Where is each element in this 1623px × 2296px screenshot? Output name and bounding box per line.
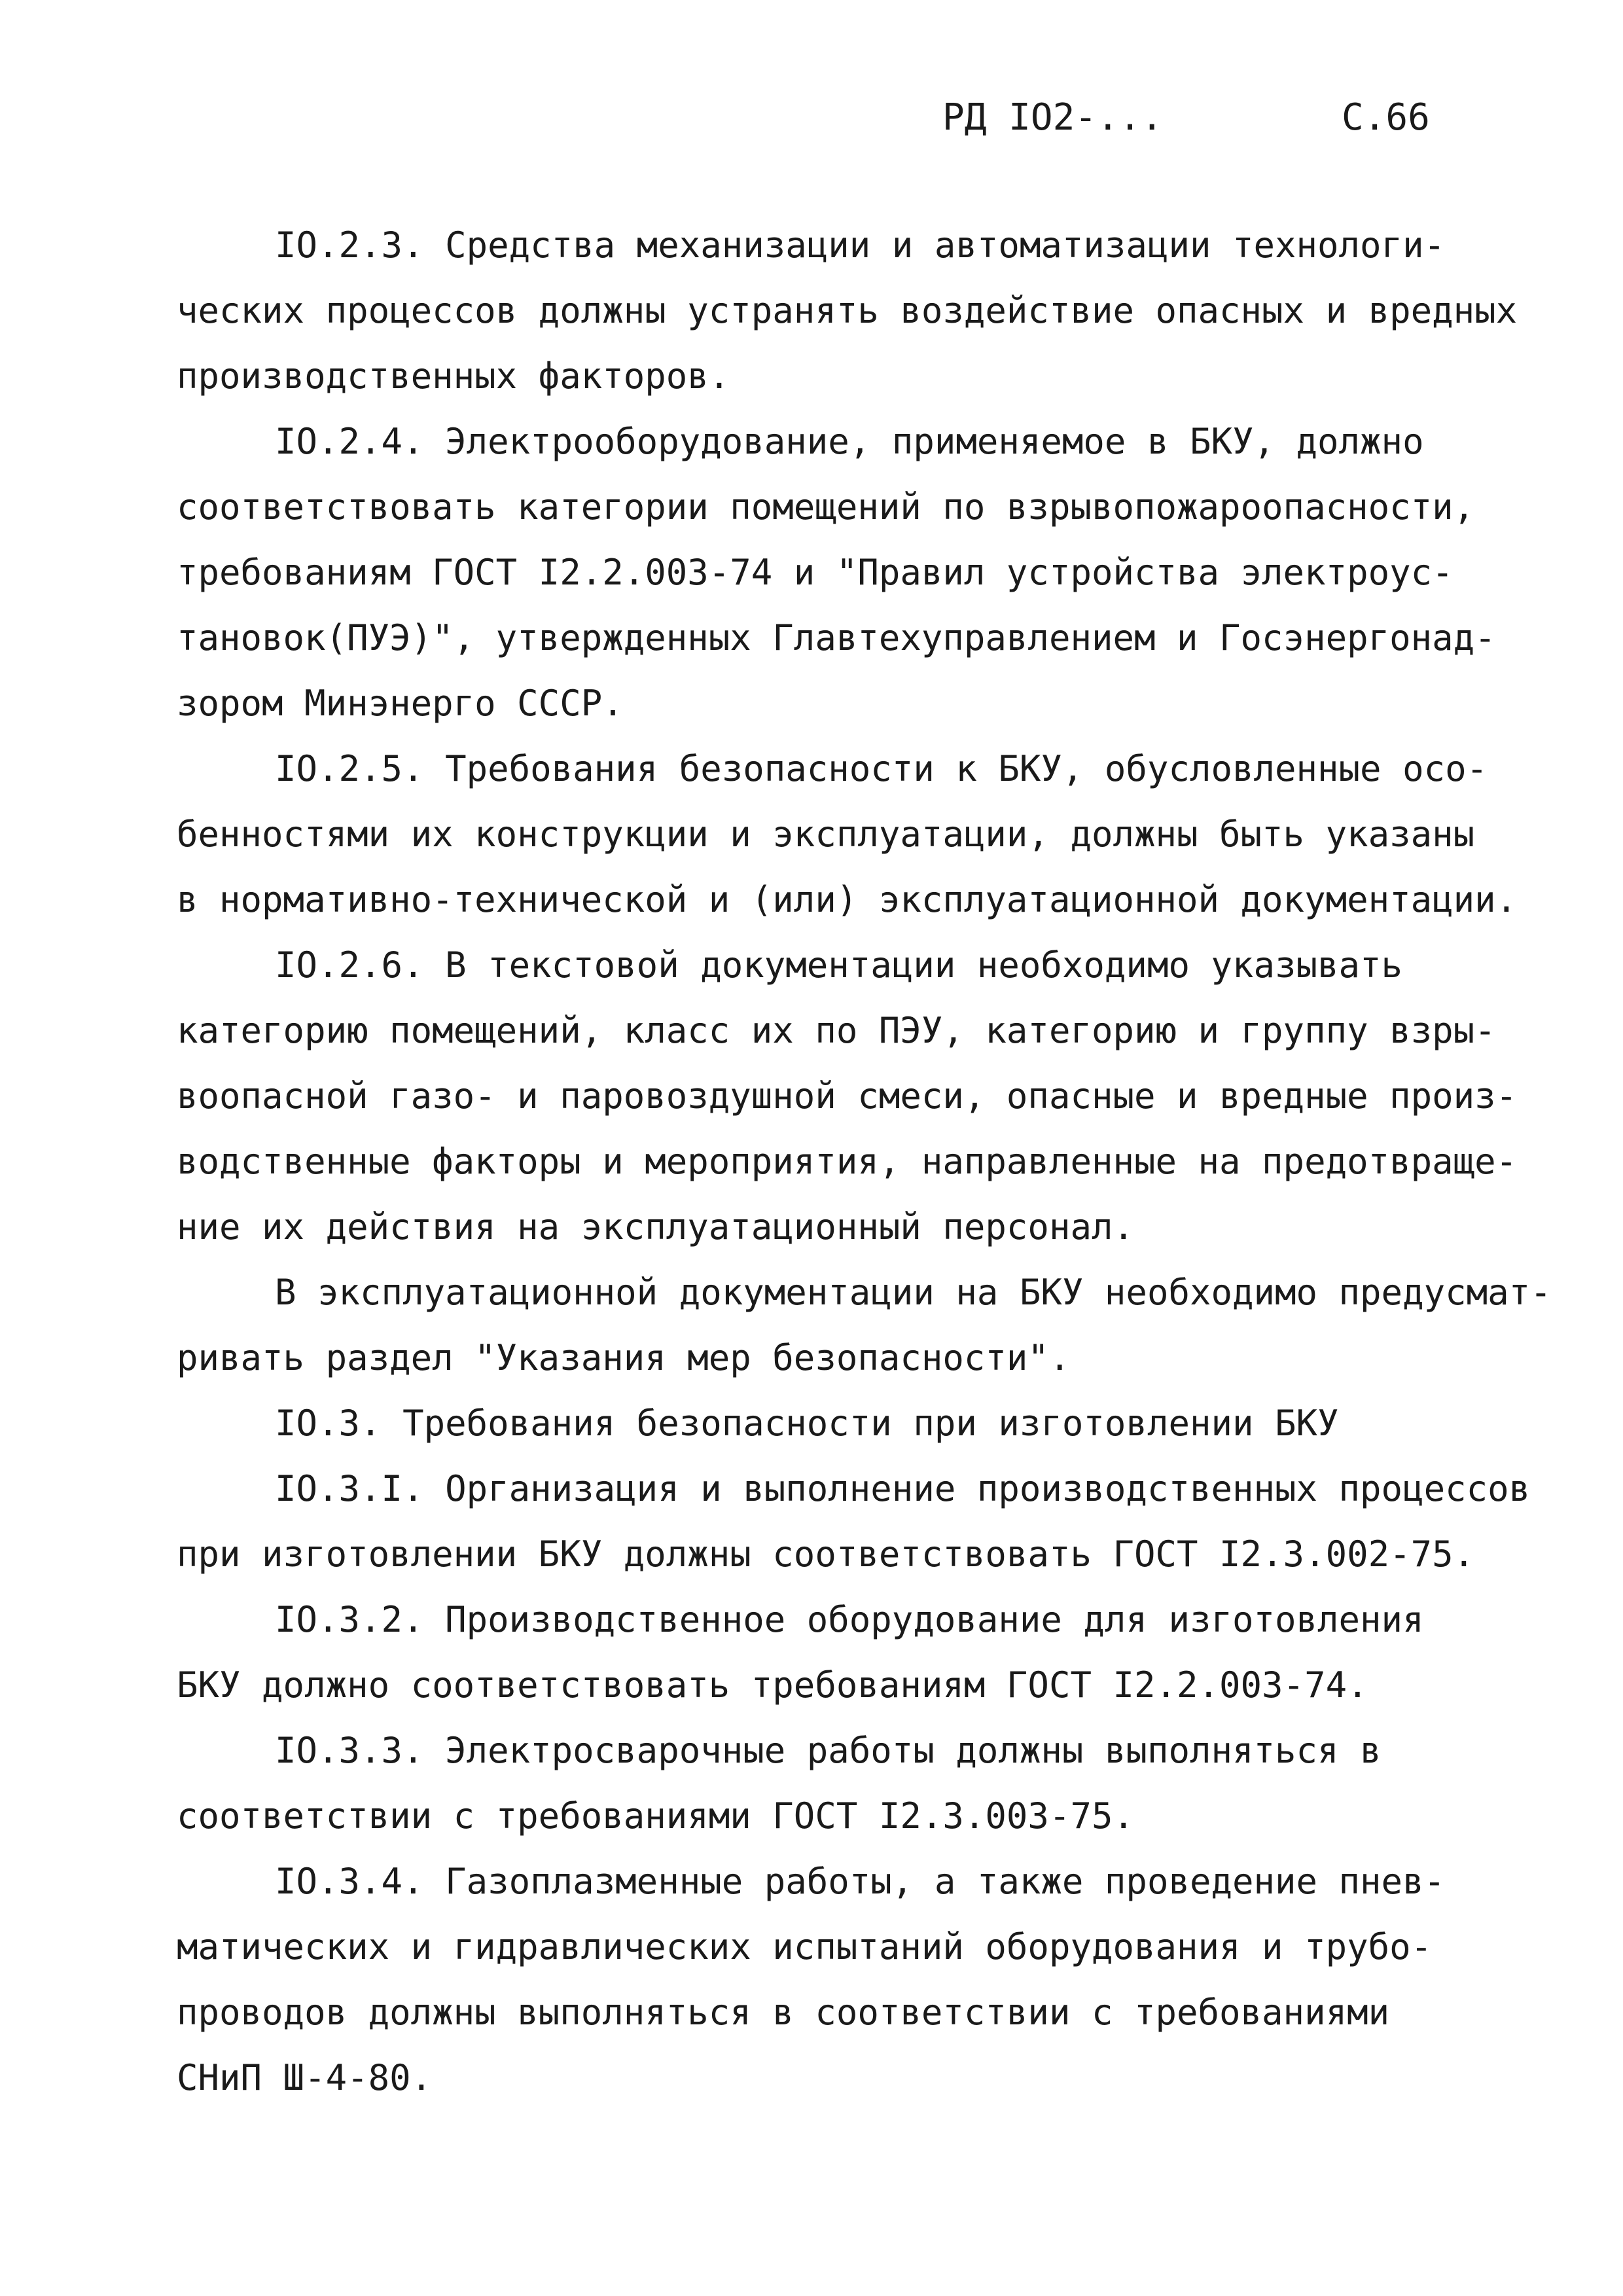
text-line: тановок(ПУЭ)", утвержденных Главтехуправлением и Госэнергонад- <box>177 617 1496 658</box>
text-line: ривать раздел "Указания мер безопасности". <box>177 1337 1071 1378</box>
text-line: производственных факторов. <box>177 355 730 397</box>
document-code: РД IO2-... <box>942 96 1164 139</box>
text-line: проводов должны выполняться в соответствии с требованиями <box>177 1992 1390 2033</box>
text-line: ние их действия на эксплуатационный персонал. <box>177 1206 1134 1247</box>
text-line: матических и гидравлических испытаний оборудования и трубо- <box>177 1926 1433 1967</box>
section-heading: IO.3. Требования безопасности при изготовлении БКУ <box>275 1403 1339 1444</box>
text-line: IO.2.4. Электрооборудование, применяемое в БКУ, должно <box>275 421 1424 462</box>
text-line: В эксплуатационной документации на БКУ необходимо предусмат- <box>275 1272 1552 1313</box>
text-line: водственные факторы и мероприятия, направленные на предотвраще- <box>177 1141 1518 1182</box>
text-line: БКУ должно соответствовать требованиям ГОСТ I2.2.003-74. <box>177 1664 1368 1706</box>
text-line: в нормативно-технической и (или) эксплуатационной документации. <box>177 879 1518 920</box>
text-line: бенностями их конструкции и эксплуатации, должны быть указаны <box>177 814 1475 855</box>
text-line: зором Минэнерго СССР. <box>177 683 624 724</box>
text-line: СНиП Ш-4-80. <box>177 2057 433 2098</box>
text-line: IO.2.6. В текстовой документации необходимо указывать <box>275 944 1403 986</box>
text-line: IO.2.3. Средства механизации и автоматизации технологи- <box>275 224 1446 266</box>
text-line: категорию помещений, класс их по ПЭУ, категорию и группу взры- <box>177 1010 1496 1051</box>
text-line: требованиям ГОСТ I2.2.003-74 и "Правил устройства электроус- <box>177 552 1454 593</box>
page-number: С.66 <box>1342 96 1430 139</box>
text-line: IO.2.5. Требования безопасности к БКУ, обусловленные осо- <box>275 748 1488 789</box>
text-line: IO.3.3. Электросварочные работы должны выполняться в <box>275 1730 1382 1771</box>
text-line: ческих процессов должны устранять воздействие опасных и вредных <box>177 290 1518 331</box>
text-line: IO.3.I. Организация и выполнение производственных процессов <box>275 1468 1531 1509</box>
text-line: IO.3.4. Газоплазменные работы, а также проведение пнев- <box>275 1861 1446 1902</box>
text-line: соответствии с требованиями ГОСТ I2.3.003-75. <box>177 1795 1134 1837</box>
text-line: соответствовать категории помещений по взрывопожароопасности, <box>177 486 1475 528</box>
text-line: при изготовлении БКУ должны соответствовать ГОСТ I2.3.002-75. <box>177 1534 1475 1575</box>
text-line: IO.3.2. Производственное оборудование для изготовления <box>275 1599 1424 1640</box>
text-line: воопасной газо- и паровоздушной смеси, опасные и вредные произ- <box>177 1075 1518 1117</box>
page-header <box>0 92 1623 144</box>
